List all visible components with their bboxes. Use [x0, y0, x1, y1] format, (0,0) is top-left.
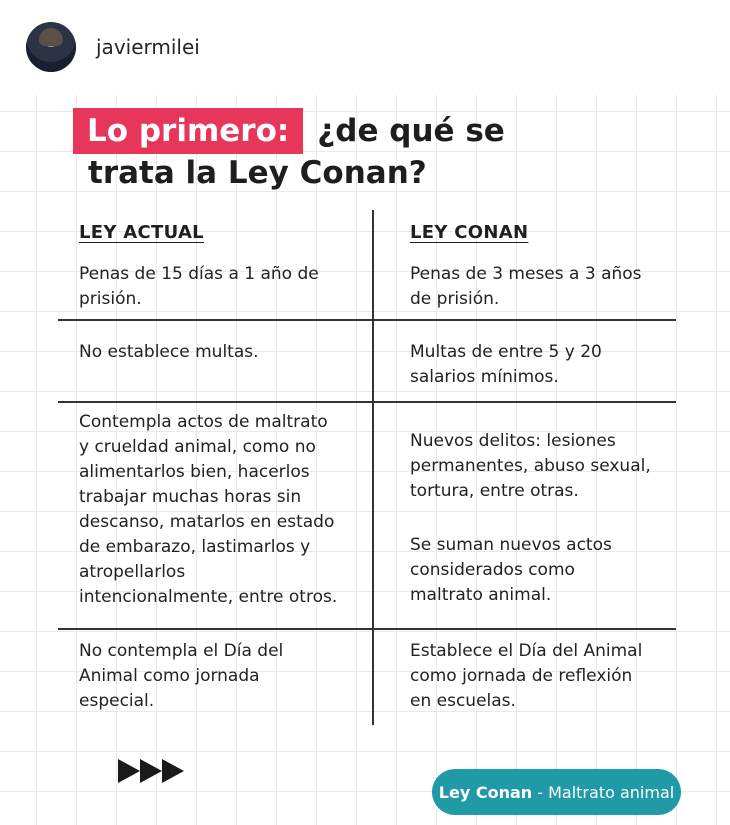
triangle-right-icon	[162, 759, 184, 783]
pill-rest-text: - Maltrato animal	[532, 782, 675, 802]
slide-title-line-2: trata la Ley Conan?	[88, 155, 427, 191]
title-highlight: Lo primero:	[73, 108, 303, 154]
row-3-right-cell-a: Nuevos delitos: lesiones permanentes, abuso sexual, tortura, entre otras.	[410, 431, 651, 501]
row-1-left-cell: Penas de 15 días a 1 año de prisión.	[79, 264, 319, 309]
next-arrows-icon	[118, 759, 184, 783]
column-header-ley-actual: LEY ACTUAL	[79, 222, 204, 243]
triangle-right-icon	[140, 759, 162, 783]
pill-bold-text: Ley Conan	[438, 782, 533, 802]
avatar[interactable]	[26, 22, 76, 72]
column-divider	[372, 210, 374, 725]
row-divider	[58, 319, 676, 321]
title-text: ¿de qué se	[317, 113, 505, 149]
row-divider	[58, 401, 676, 403]
slide-title-line-1	[73, 108, 505, 154]
row-2-left-cell: No establece multas.	[79, 342, 259, 362]
triangle-right-icon	[118, 759, 140, 783]
column-header-ley-conan: LEY CONAN	[410, 222, 529, 243]
row-3-left-cell: Contempla actos de maltrato y crueldad animal, como no alimentarlos bien, hacerlos trabajar muchas horas sin descanso, matarlos en estado de embarazo, lastimarlos y atropellarlos intencionalmente, entre otros.	[79, 412, 338, 607]
row-4-right-cell: Establece el Día del Animal como jornada de reflexión en escuelas.	[410, 641, 643, 711]
row-4-left-cell: No contempla el Día del Animal como jornada especial.	[79, 641, 284, 711]
row-divider	[58, 628, 676, 630]
row-3-right-cell-b: Se suman nuevos actos considerados como maltrato animal.	[410, 535, 612, 605]
username-link[interactable]: javiermilei	[96, 35, 200, 59]
topic-pill	[432, 769, 681, 815]
row-2-right-cell: Multas de entre 5 y 20 salarios mínimos.	[410, 342, 602, 387]
post-header	[0, 0, 730, 95]
row-1-right-cell: Penas de 3 meses a 3 años de prisión.	[410, 264, 642, 309]
